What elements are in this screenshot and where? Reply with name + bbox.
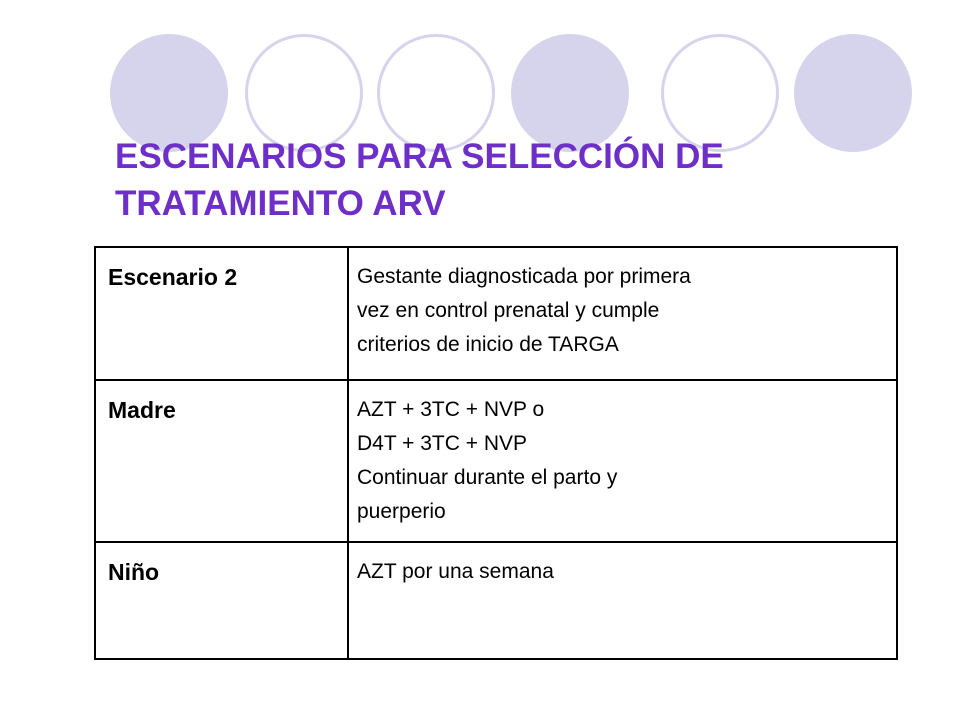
row-value-line: puerperio (357, 500, 446, 523)
row-label-cell (95, 542, 348, 659)
table-row (95, 247, 897, 380)
row-value-line: AZT + 3TC + NVP o (357, 398, 545, 421)
row-value-line: criterios de inicio de TARGA (357, 333, 619, 356)
row-value-line: vez en control prenatal y cumple (357, 299, 660, 322)
row-label: Niño (108, 559, 160, 585)
row-value-cell (348, 542, 897, 659)
slide-title (115, 133, 935, 227)
table-row (95, 542, 897, 659)
row-value (349, 381, 896, 529)
row-label-cell (95, 247, 348, 380)
table-row (95, 380, 897, 542)
row-label: Madre (108, 397, 176, 423)
row-value (349, 543, 896, 589)
scenario-table (94, 246, 898, 660)
row-value-line: Continuar durante el parto y (357, 466, 618, 489)
row-value-cell (348, 247, 897, 380)
row-value-line: D4T + 3TC + NVP (357, 432, 528, 455)
row-label: Escenario 2 (108, 264, 238, 290)
row-label-cell (95, 380, 348, 542)
row-value-cell (348, 380, 897, 542)
slide-title-line-2: TRATAMIENTO ARV (115, 184, 446, 223)
slide-title-line-1: ESCENARIOS PARA SELECCIÓN DE (115, 137, 724, 176)
row-value-line: AZT por una semana (357, 560, 554, 583)
row-value (349, 248, 896, 362)
row-value-line: Gestante diagnosticada por primera (357, 265, 691, 288)
